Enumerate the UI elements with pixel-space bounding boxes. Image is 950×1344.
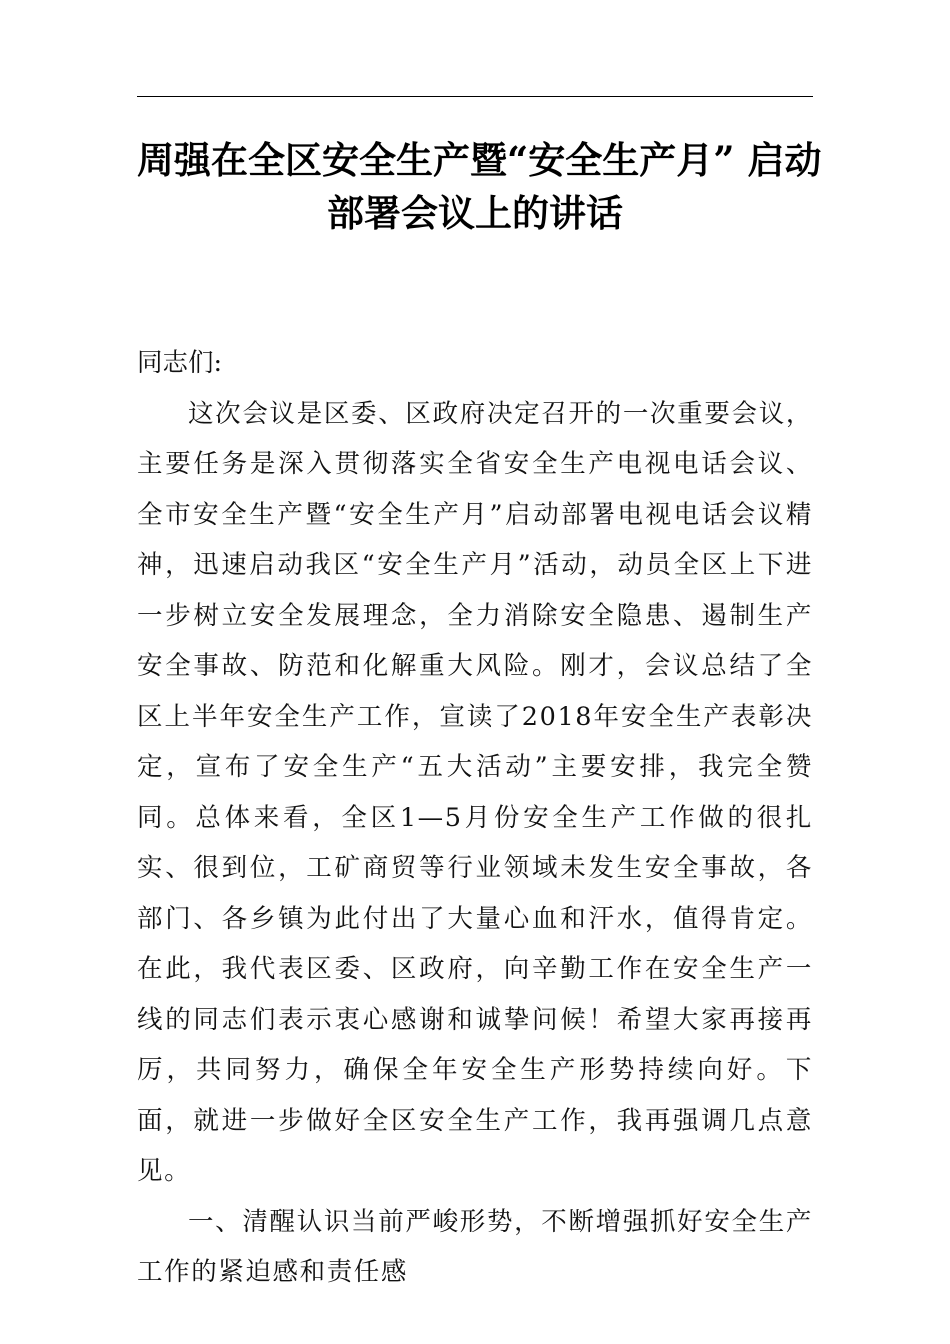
- body-paragraph: 这次会议是区委、区政府决定召开的一次重要会议，主要任务是深入贯彻落实全省安全生产电视电话会议、全市安全生产暨“安全生产月”启动部署电视电话会议精神，迅速启动我区“安全生产月”活动，动员全区上下进一步树立安全发展理念，全力消除安全隐患、遏制生产安全事故、防范和化解重大风险。刚才，会议总结了全区上半年安全生产工作，宣读了2018年安全生产表彰决定，宣布了安全生产“五大活动”主要安排，我完全赞同。总体来看，全区1—5月份安全生产工作做的很扎实、很到位，工矿商贸等行业领域未发生安全事故，各部门、各乡镇为此付出了大量心血和汗水，值得肯定。在此，我代表区委、区政府，向辛勤工作在安全生产一线的同志们表示衷心感谢和诚挚问候！希望大家再接再厉，共同努力，确保全年安全生产形势持续向好。下面，就进一步做好全区安全生产工作，我再强调几点意见。: [137, 398, 813, 1186]
- section-heading: 一、清醒认识当前严峻形势，不断增强抓好安全生产工作的紧迫感和责任感: [137, 1206, 813, 1287]
- document-title: [137, 134, 822, 240]
- header-rule: [137, 96, 813, 97]
- title-line-1: 周强在全区安全生产暨“安全生产月” 启动: [137, 138, 822, 182]
- salutation: 同志们:: [137, 348, 223, 378]
- title-line-2: 部署会议上的讲话: [327, 191, 623, 235]
- document-body: [137, 338, 813, 1298]
